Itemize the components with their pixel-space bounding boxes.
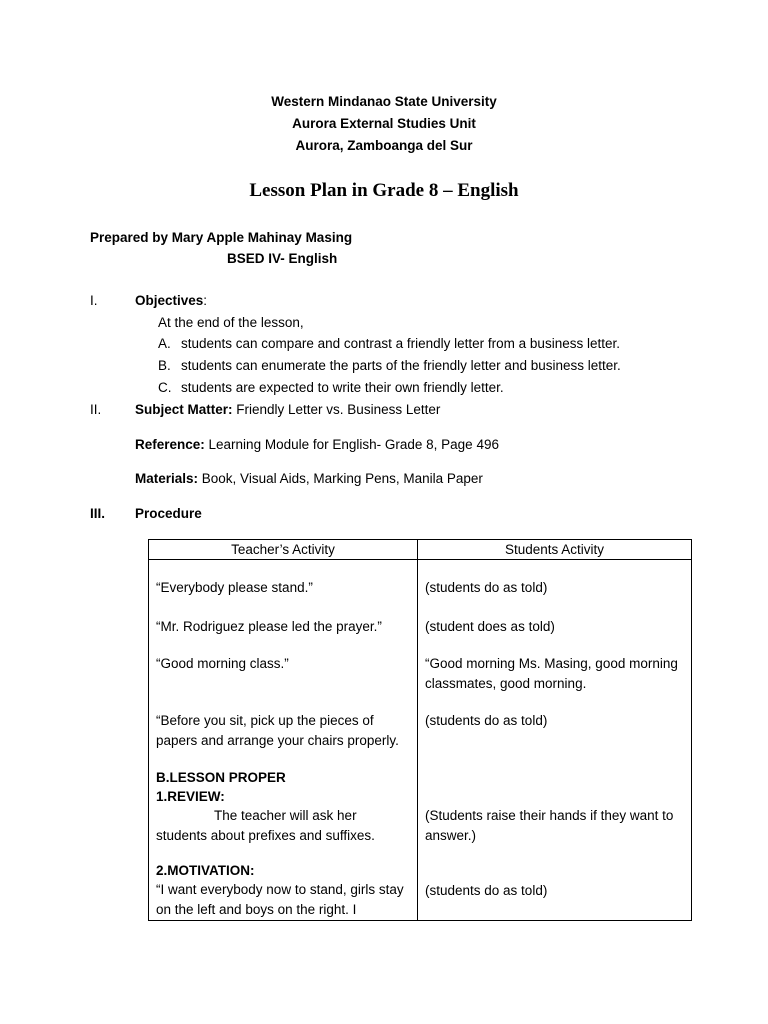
reference-label: Reference:	[135, 437, 205, 452]
student-line: (students do as told)	[425, 713, 548, 728]
student-line: (students do as told)	[425, 883, 548, 898]
student-line: (student does as told)	[425, 619, 555, 634]
objectives-numeral: I.	[90, 293, 98, 308]
materials-label: Materials:	[135, 471, 199, 486]
objective-text: students can enumerate the parts of the friendly letter and business letter.	[181, 358, 621, 373]
subject-matter-line	[135, 402, 440, 417]
teacher-activity-header: Teacher’s Activity	[149, 540, 418, 560]
procedure-numeral: III.	[90, 506, 106, 521]
objective-letter: B.	[158, 358, 171, 373]
materials-line	[135, 471, 483, 486]
motivation-heading: 2.MOTIVATION:	[156, 863, 255, 878]
objective-text: students can compare and contrast a friendly letter from a business letter.	[181, 336, 620, 351]
materials-value: Book, Visual Aids, Marking Pens, Manila Paper	[198, 471, 483, 486]
prepared-by: Prepared by Mary Apple Mahinay Masing	[90, 230, 353, 245]
student-line: (Students raise their hands if they want to answer.)	[425, 808, 674, 843]
objective-letter: C.	[158, 380, 172, 395]
student-line: “Good morning Ms. Masing, good morning classmates, good morning.	[425, 656, 678, 691]
procedure-heading: Procedure	[135, 506, 202, 521]
reference-line	[135, 437, 499, 452]
teacher-line: “Before you sit, pick up the pieces of papers and arrange your chairs properly.	[156, 713, 399, 748]
procedure-table	[148, 539, 692, 921]
review-heading: 1.REVIEW:	[156, 789, 225, 804]
objective-letter: A.	[158, 336, 171, 351]
reference-value: Learning Module for English- Grade 8, Page 496	[204, 437, 499, 452]
objectives-heading-line	[135, 293, 207, 308]
teacher-line: “Good morning class.”	[156, 656, 289, 671]
course: BSED IV- English	[227, 251, 338, 266]
objectives-heading: Objectives	[135, 293, 204, 308]
location: Aurora, Zamboanga del Sur	[295, 138, 473, 153]
teacher-line: The teacher will ask her students about prefixes and suffixes.	[156, 808, 375, 843]
objective-text: students are expected to write their own friendly letter.	[181, 380, 504, 395]
teacher-line: “Mr. Rodriguez please led the prayer.”	[156, 619, 382, 634]
page-title: Lesson Plan in Grade 8 – English	[249, 180, 519, 201]
university-name: Western Mindanao State University	[271, 94, 497, 109]
unit-name: Aurora External Studies Unit	[292, 116, 476, 131]
objectives-colon: :	[203, 293, 208, 308]
teacher-line: “Everybody please stand.”	[156, 580, 313, 595]
student-line: (students do as told)	[425, 580, 548, 595]
subject-numeral: II.	[90, 402, 102, 417]
students-activity-header: Students Activity	[418, 540, 692, 560]
teacher-line: “I want everybody now to stand, girls stay on the left and boys on the right. I	[156, 882, 404, 917]
students-activity-cell	[418, 560, 692, 921]
subject-matter-label: Subject Matter:	[135, 402, 233, 417]
teacher-activity-cell	[149, 560, 418, 921]
subject-matter-value: Friendly Letter vs. Business Letter	[232, 402, 441, 417]
objectives-intro: At the end of the lesson,	[158, 315, 304, 330]
table-row	[149, 560, 692, 921]
table-header-row	[149, 540, 692, 560]
lesson-proper-heading: B.LESSON PROPER	[156, 770, 286, 785]
